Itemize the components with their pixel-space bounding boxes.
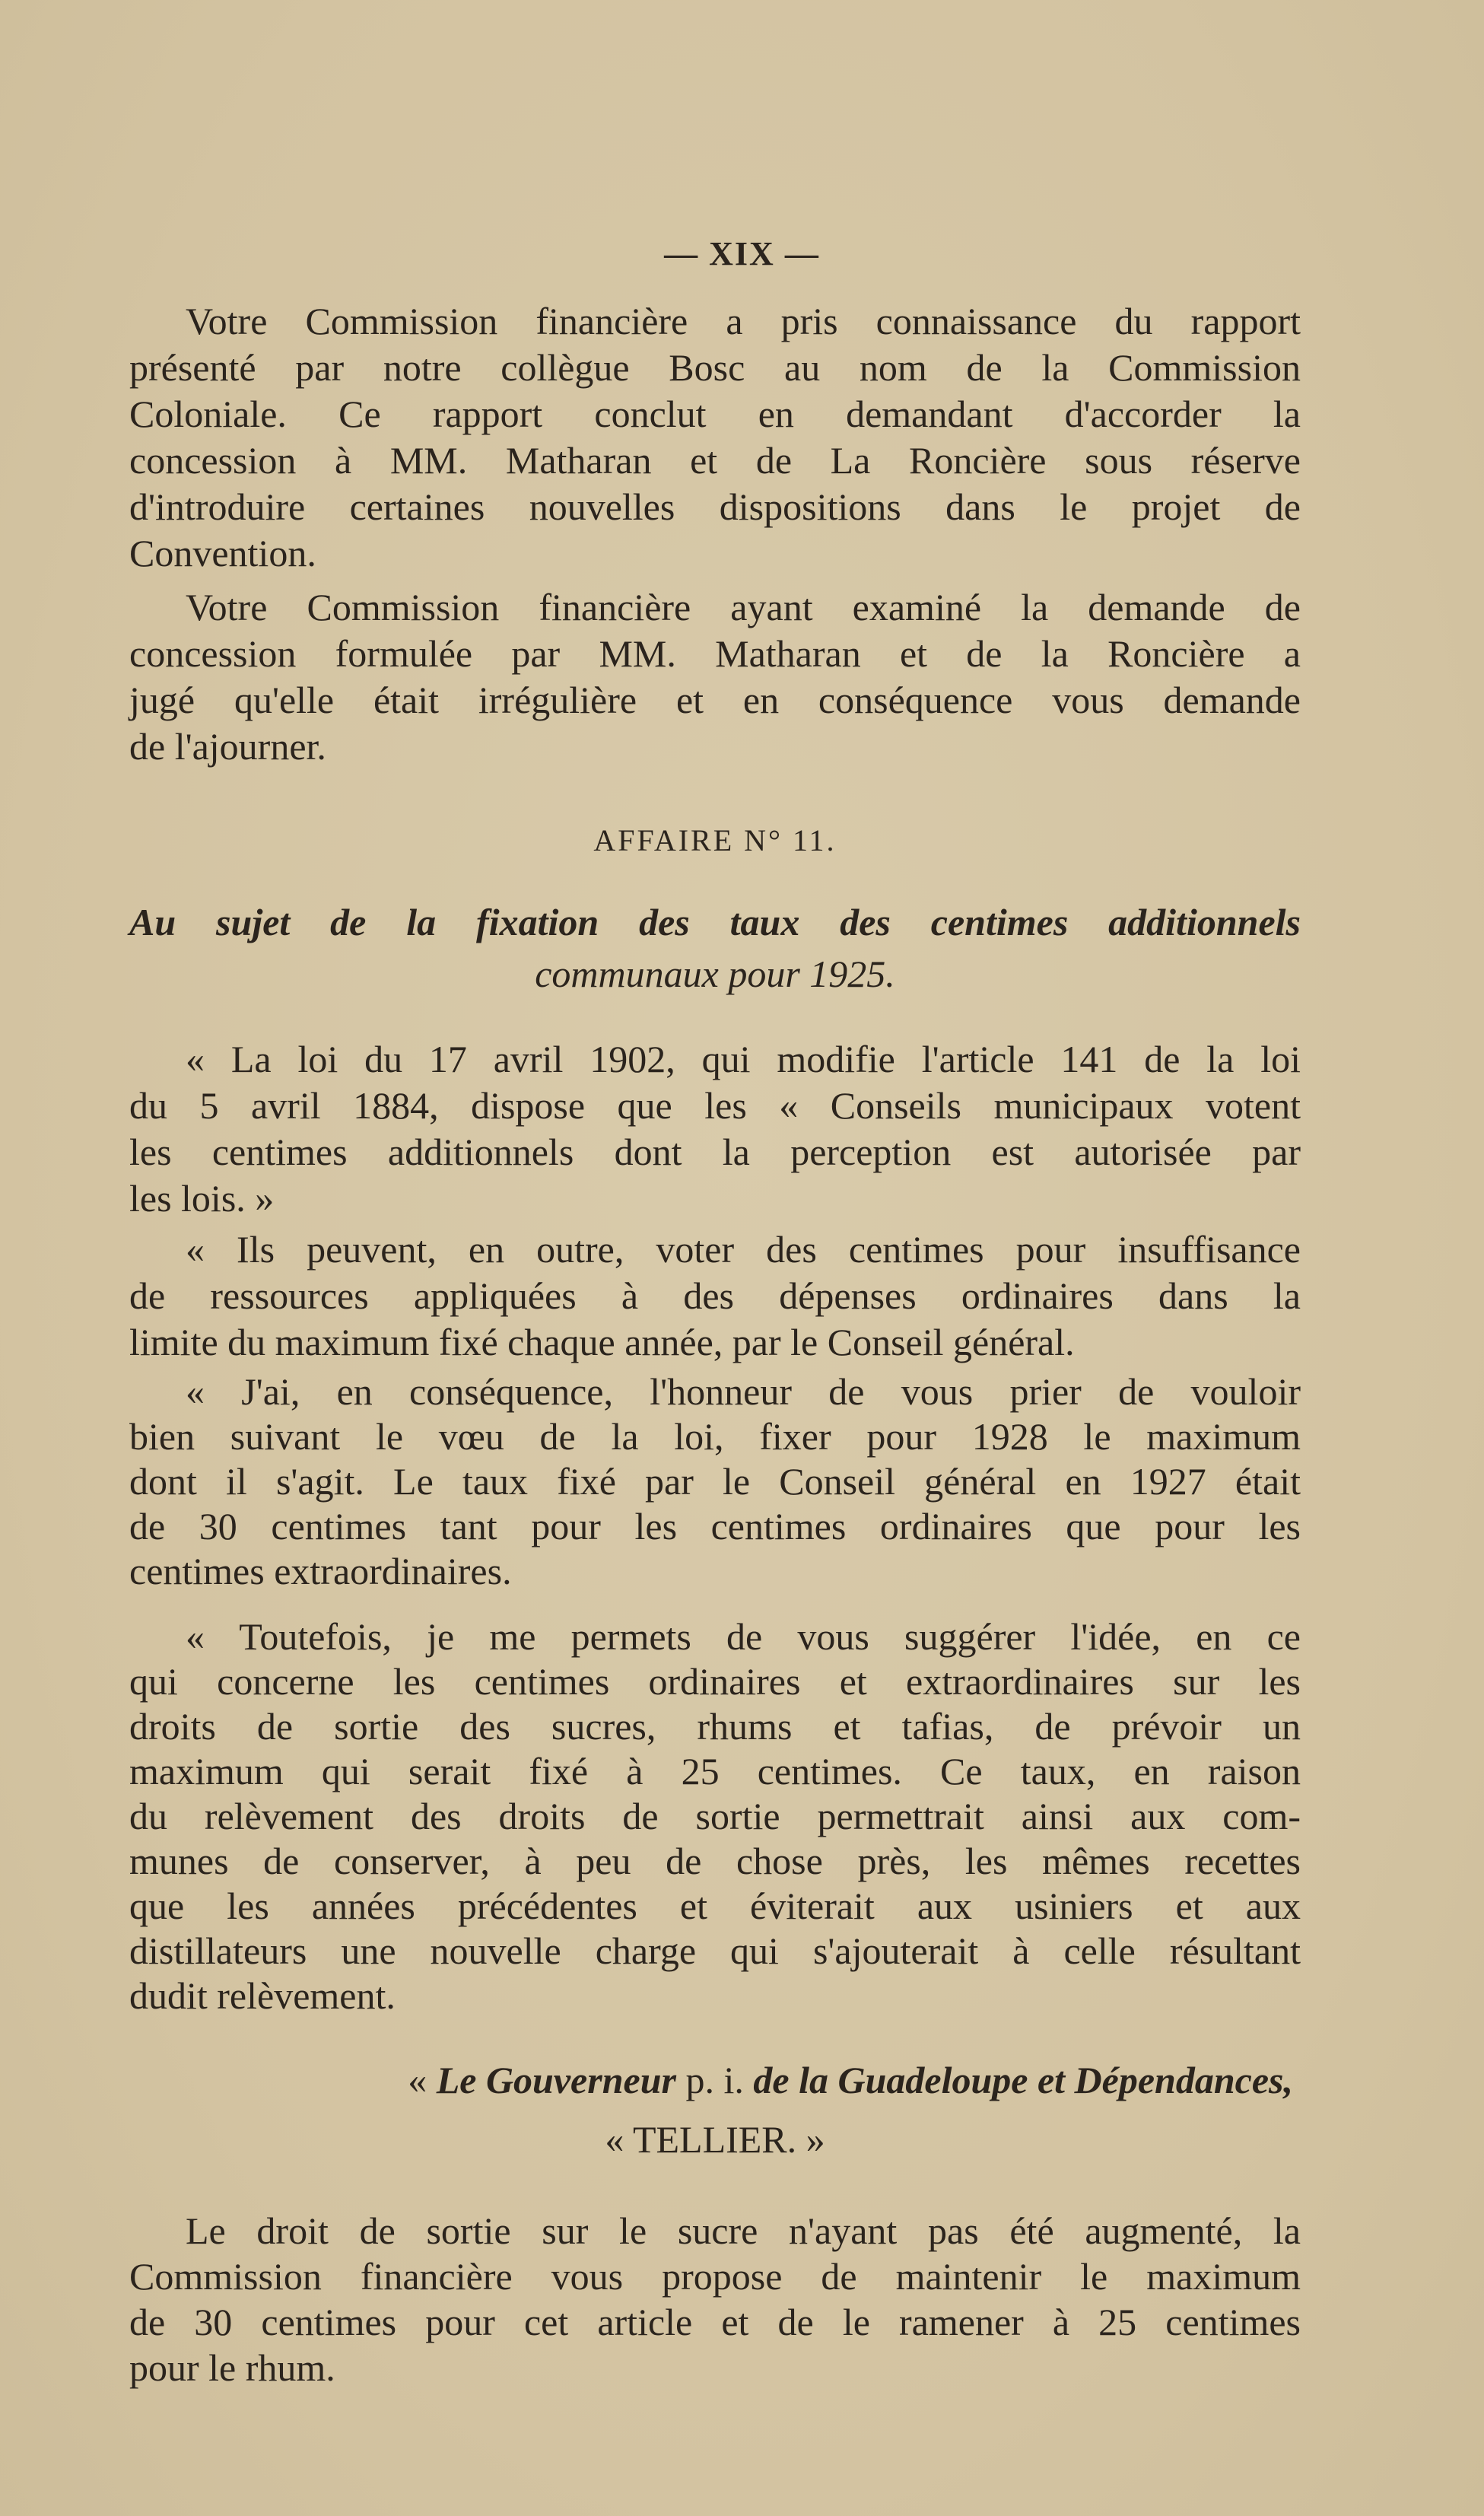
text-line: de ressources appliquées à des dépenses ordinaires dans la — [129, 1274, 1301, 1317]
affaire-title — [129, 896, 1301, 1000]
text-line: jugé qu'elle était irrégulière et en conséquence vous demande — [129, 679, 1301, 721]
text-line: Votre Commission financière ayant examiné la demande de — [186, 586, 1301, 628]
signature-name: « TELLIER. » — [605, 2118, 825, 2161]
text-line: « La loi du 17 avril 1902, qui modifie l'article 141 de la loi — [186, 1038, 1301, 1080]
page-number-header: — XIX — — [664, 235, 820, 272]
text-line: concession à MM. Matharan et de La Roncière sous réserve — [129, 439, 1301, 482]
text-line: les centimes additionnels dont la perception est autorisée par — [129, 1131, 1301, 1173]
para-commission-ajourner — [129, 584, 1301, 770]
text-line: distillateurs une nouvelle charge qui s'ajouterait à celle résultant — [129, 1929, 1301, 1972]
text-line: maximum qui serait fixé à 25 centimes. Ce taux, en raison — [129, 1750, 1301, 1792]
text-line: Convention. — [129, 532, 316, 574]
text-line: de 30 centimes tant pour les centimes ordinaires que pour les — [129, 1505, 1301, 1547]
text-line: Votre Commission financière a pris connaissance du rapport — [186, 300, 1301, 342]
signature-middle: p. i. — [675, 2059, 754, 2101]
quote-loi — [129, 1036, 1301, 1222]
text-line: Le droit de sortie sur le sucre n'ayant pas été augmenté, la — [186, 2209, 1301, 2252]
quote-insuffisance — [129, 1226, 1301, 1366]
signature-title: Le Gouverneur — [436, 2059, 676, 2101]
para-commission-rapport — [129, 298, 1301, 577]
affaire-heading — [129, 817, 1301, 864]
text-line: « Toutefois, je me permets de vous suggérer l'idée, en ce — [186, 1615, 1301, 1658]
text-line: Au sujet de la fixation des taux des centimes additionnels — [129, 901, 1301, 943]
text-line: dudit relèvement. — [129, 1974, 396, 2017]
text-line: que les années précédentes et éviterait aux usiniers et aux — [129, 1885, 1301, 1927]
final-para — [129, 2208, 1301, 2390]
text-line: de 30 centimes pour cet article et de le ramener à 25 centimes — [129, 2301, 1301, 2343]
text-line: « J'ai, en conséquence, l'honneur de vous prier de vouloir — [186, 1370, 1301, 1413]
text-line: présenté par notre collègue Bosc au nom de la Commission — [129, 346, 1301, 389]
text-line: communaux pour 1925. — [535, 953, 895, 995]
text-line: qui concerne les centimes ordinaires et extraordinaires sur les — [129, 1660, 1301, 1703]
text-line: limite du maximum fixé chaque année, par le Conseil général. — [129, 1321, 1075, 1363]
text-line: Coloniale. Ce rapport conclut en demandant d'accorder la — [129, 393, 1301, 435]
text-line: les lois. » — [129, 1177, 275, 1220]
text-line: du relèvement des droits de sortie permettrait ainsi aux com- — [129, 1795, 1301, 1837]
text-line: AFFAIRE N° 11. — [593, 823, 837, 857]
signature-prefix: « — [408, 2059, 437, 2101]
text-line: dont il s'agit. Le taux fixé par le Conseil général en 1927 était — [129, 1460, 1301, 1503]
text-line: de l'ajourner. — [129, 725, 326, 768]
quote-maximum — [129, 1369, 1301, 1594]
text-line: d'introduire certaines nouvelles dispositions dans le projet de — [129, 485, 1301, 528]
text-line: « Ils peuvent, en outre, voter des centimes pour insuffisance — [186, 1228, 1301, 1271]
signature-place: de la Guadeloupe et Dépendances, — [753, 2059, 1293, 2101]
quote-toutefois — [129, 1614, 1301, 2018]
text-line: centimes extraordinaires. — [129, 1550, 512, 1592]
signature-line — [129, 2057, 1301, 2104]
text-line: droits de sortie des sucres, rhums et tafias, de prévoir un — [129, 1705, 1301, 1748]
text-line: Commission financière vous propose de maintenir le maximum — [129, 2255, 1301, 2298]
text-line: concession formulée par MM. Matharan et de la Roncière a — [129, 632, 1301, 675]
text-line: pour le rhum. — [129, 2346, 335, 2389]
text-line: du 5 avril 1884, dispose que les « Conseils municipaux votent — [129, 1084, 1301, 1127]
signature-name-block — [129, 2117, 1301, 2163]
text-line: bien suivant le vœu de la loi, fixer pour 1928 le maximum — [129, 1415, 1301, 1458]
text-line: munes de conserver, à peu de chose près, les mêmes recettes — [129, 1840, 1301, 1882]
